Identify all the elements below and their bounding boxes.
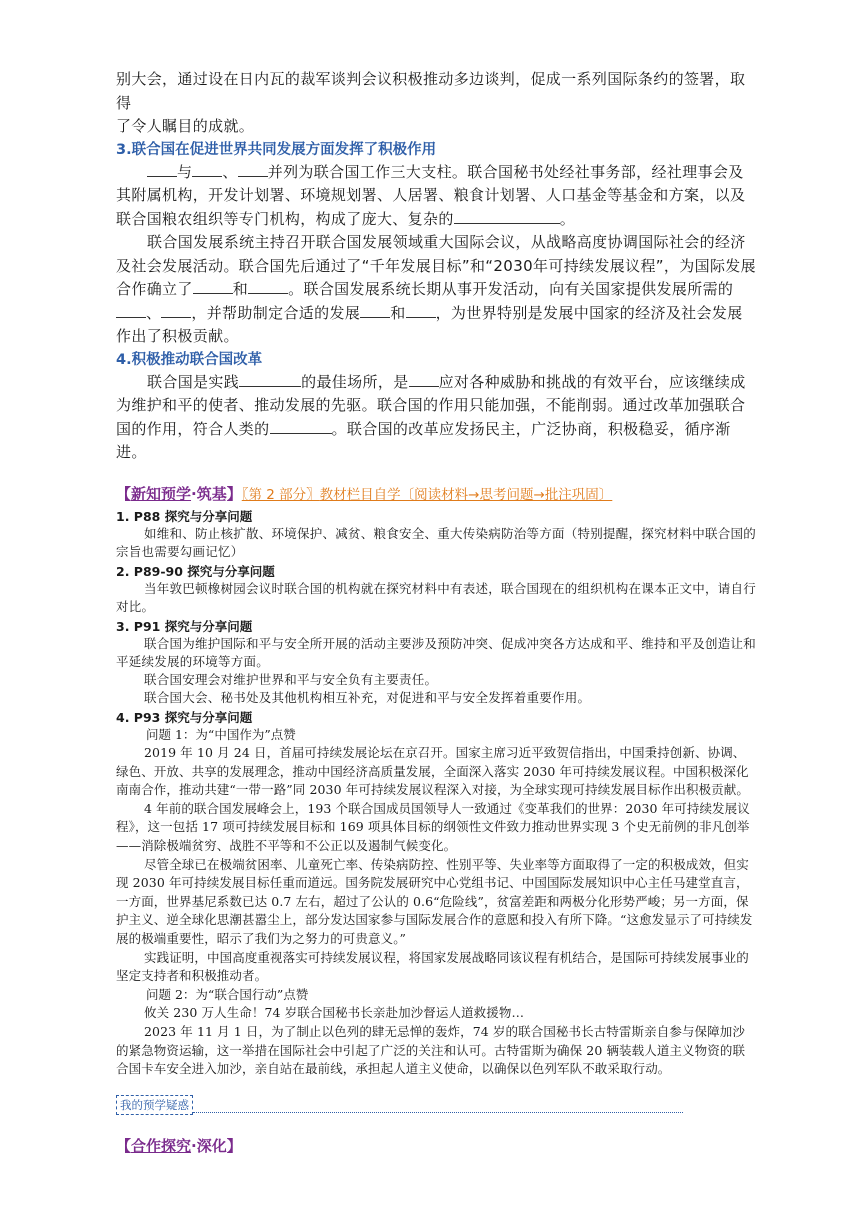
fill-blank[interactable] [406,303,436,318]
section-part-label: 〖第 2 部分〗 [241,486,320,503]
material-subquestion-2: 问题 2：为“联合国行动”点赞 [146,986,309,1002]
section-subtitle: 教材栏目自学〔阅读材料→思考问题→批注巩固〕 [319,486,613,503]
preview-doubts-answer-line[interactable] [193,1112,683,1113]
section-title: 新知预学 [131,484,192,503]
document-page [116,68,756,1156]
intro-line-2: 了令人瞩目的成就。 [116,117,255,135]
preview-doubts-row [116,1095,756,1115]
material-subquestion-1: 问题 1：为“中国作为”点赞 [146,726,296,742]
section-3-heading: 3.联合国在促进世界共同发展方面发挥了积极作用 [116,141,437,158]
fill-blank[interactable] [360,303,390,318]
fill-blank[interactable] [239,372,301,387]
section-header-xinzhi: 【新知预学·筑基】〖第 2 部分〗教材栏目自学〔阅读材料→思考问题→批注巩固〕 [116,484,613,503]
material-paragraph: 2023 年 11 月 1 日，为了制止以色列的肆无忌惮的轰炸，74 岁的联合国秘书长古特雷斯亲自参与保障加沙的紧急物资运输，这一举措在国际社会中引起了广泛的关注和认可。古特雷斯为确保 20 辆装载人道主义物资的联合国卡车安全进入加沙，亲自站在最前线，承担起人道主义使命，以确保以色列军队不敢采取行动。 [116,1024,746,1077]
preview-doubts-label: 我的预学疑惑 [116,1095,193,1115]
question-title: 3. P91 探究与分享问题 [116,618,253,634]
question-answer: 联合国安理会对维护世界和平与安全负有主要责任。 [144,671,438,687]
section-4-paragraph: 联合国是实践 的最佳场所，是 应对各种威胁和挑战的有效平台，应该继续成为维护和平的使者、推动发展的先驱。联合国的作用只能加强，不能削弱。通过改革加强联合国的作用，符合人类的 。联合国的改革应发扬民主，广泛协商，积极稳妥，循序渐进。 [116,372,746,461]
question-4-material [116,726,756,1079]
fill-blank[interactable] [248,279,288,294]
fill-blank[interactable] [161,303,191,318]
material-paragraph: 攸关 230 万人生命！74 岁联合国秘书长亲赴加沙督运人道救援物… [144,1005,525,1021]
question-answer: 联合国为维护国际和平与安全所开展的活动主要涉及预防冲突、促成冲突各方达成和平、维持和平及创造让和平延续发展的环境等方面。 [116,635,757,669]
coop-section-title: 合作探究 [131,1136,192,1155]
fill-blank[interactable] [409,372,439,387]
intro-line-1: 别大会，通过设在日内瓦的裁军谈判会议积极推动多边谈判，促成一系列国际条约的签署，取得 [116,70,746,112]
fill-blank[interactable] [270,419,332,434]
fill-blank[interactable] [192,162,222,177]
fill-blank[interactable] [238,162,268,177]
fill-blank[interactable] [147,162,177,177]
material-paragraph: 实践证明，中国高度重视落实可持续发展议程，将国家发展战略同该议程有机结合，是国际可持续发展事业的坚定支持者和积极推动者。 [116,949,749,984]
question-answer: 当年敦巴顿橡树园会议时联合国的机构就在探究材料中有表述，联合国现在的组织机构在课本正文中，请自行对比。 [116,580,757,614]
material-paragraph: 4 年前的联合国发展峰会上，193 个联合国成员国领导人一致通过《变革我们的世界：2030 年可持续发展议程》，这一包括 17 项可持续发展目标和 169 项具体目标的纲领性文件致力推动世界实现 3 个史无前例的非凡创举——消除极端贫穷、战胜不平等和不公正以及遏制气候变化。 [116,800,750,854]
question-list [116,508,756,726]
question-title: 4. P93 探究与分享问题 [116,709,253,725]
section-3-paragraph-1: 与 、 并列为联合国工作三大支柱。联合国秘书处经社事务部，经社理事会及其附属机构，开发计划署、环境规划署、人居署、粮食计划署、人口基金等基金和方案，以及联合国粮农组织等专门机构，构成了庞大、复杂的 。 [116,162,746,228]
material-paragraph: 尽管全球已在极端贫困率、儿童死亡率、传染病防控、性别平等、失业率等方面取得了一定的积极成效，但实现 2030 年可持续发展目标任重而道远。国务院发展研究中心党组书记、中国国际发展知识中心主任马建堂直言，一方面，世界基尼系数已达 0.7 左右，超过了公认的 0.6“危险线”，贫富差距和两极分化形势严峻；另一方面，保护主义、逆全球化思潮甚嚣尘上，部分发达国家参与国际发展合作的意愿和投入有所下降。“这愈发显示了可持续发展的极端重要性，昭示了我们为之努力的可贵意义。” [116,856,753,947]
material-paragraph: 2019 年 10 月 24 日，首届可持续发展论坛在京召开。国家主席习近平致贺信指出，中国秉持创新、协调、绿色、开放、共享的发展理念，推动中国经济高质量发展，全面深入落实 2030 年可持续发展议程。中国积极深化南南合作，推动共建“一带一路”同 2030 年可持续发展议程深入对接，为全球实现可持续发展目标作出积极贡献。 [116,745,749,798]
question-answer: 联合国大会、秘书处及其他机构相互补充，对促进和平与安全发挥着重要作用。 [144,689,591,705]
section-3-paragraph-2: 联合国发展系统主持召开联合国发展领域重大国际会议，从战略高度协调国际社会的经济及社会发展活动。联合国先后通过了“千年发展目标”和“2030年可持续发展议程”，为国际发展合作确立了 和 。联合国发展系统长期从事开发活动，向有关国家提供发展所需的、 ，并帮助制定合适的发展 和 ，为世界特别是发展中国家的经济及社会发展作出了积极贡献。 [116,233,757,345]
fill-blank[interactable] [116,303,146,318]
fill-blank[interactable] [454,209,560,224]
question-answer: 如维和、防止核扩散、环境保护、减贫、粮食安全、重大传染病防治等方面（特别提醒，探究材料中联合国的宗旨也需要勾画记忆） [116,525,757,559]
fill-blank[interactable] [193,279,233,294]
section-header-hezuo: 【合作探究·深化】 [116,1136,242,1155]
section-4-heading: 4.积极推动联合国改革 [116,351,263,368]
intro-paragraph [116,68,756,139]
question-title: 1. P88 探究与分享问题 [116,508,253,524]
question-title: 2. P89-90 探究与分享问题 [116,563,275,579]
